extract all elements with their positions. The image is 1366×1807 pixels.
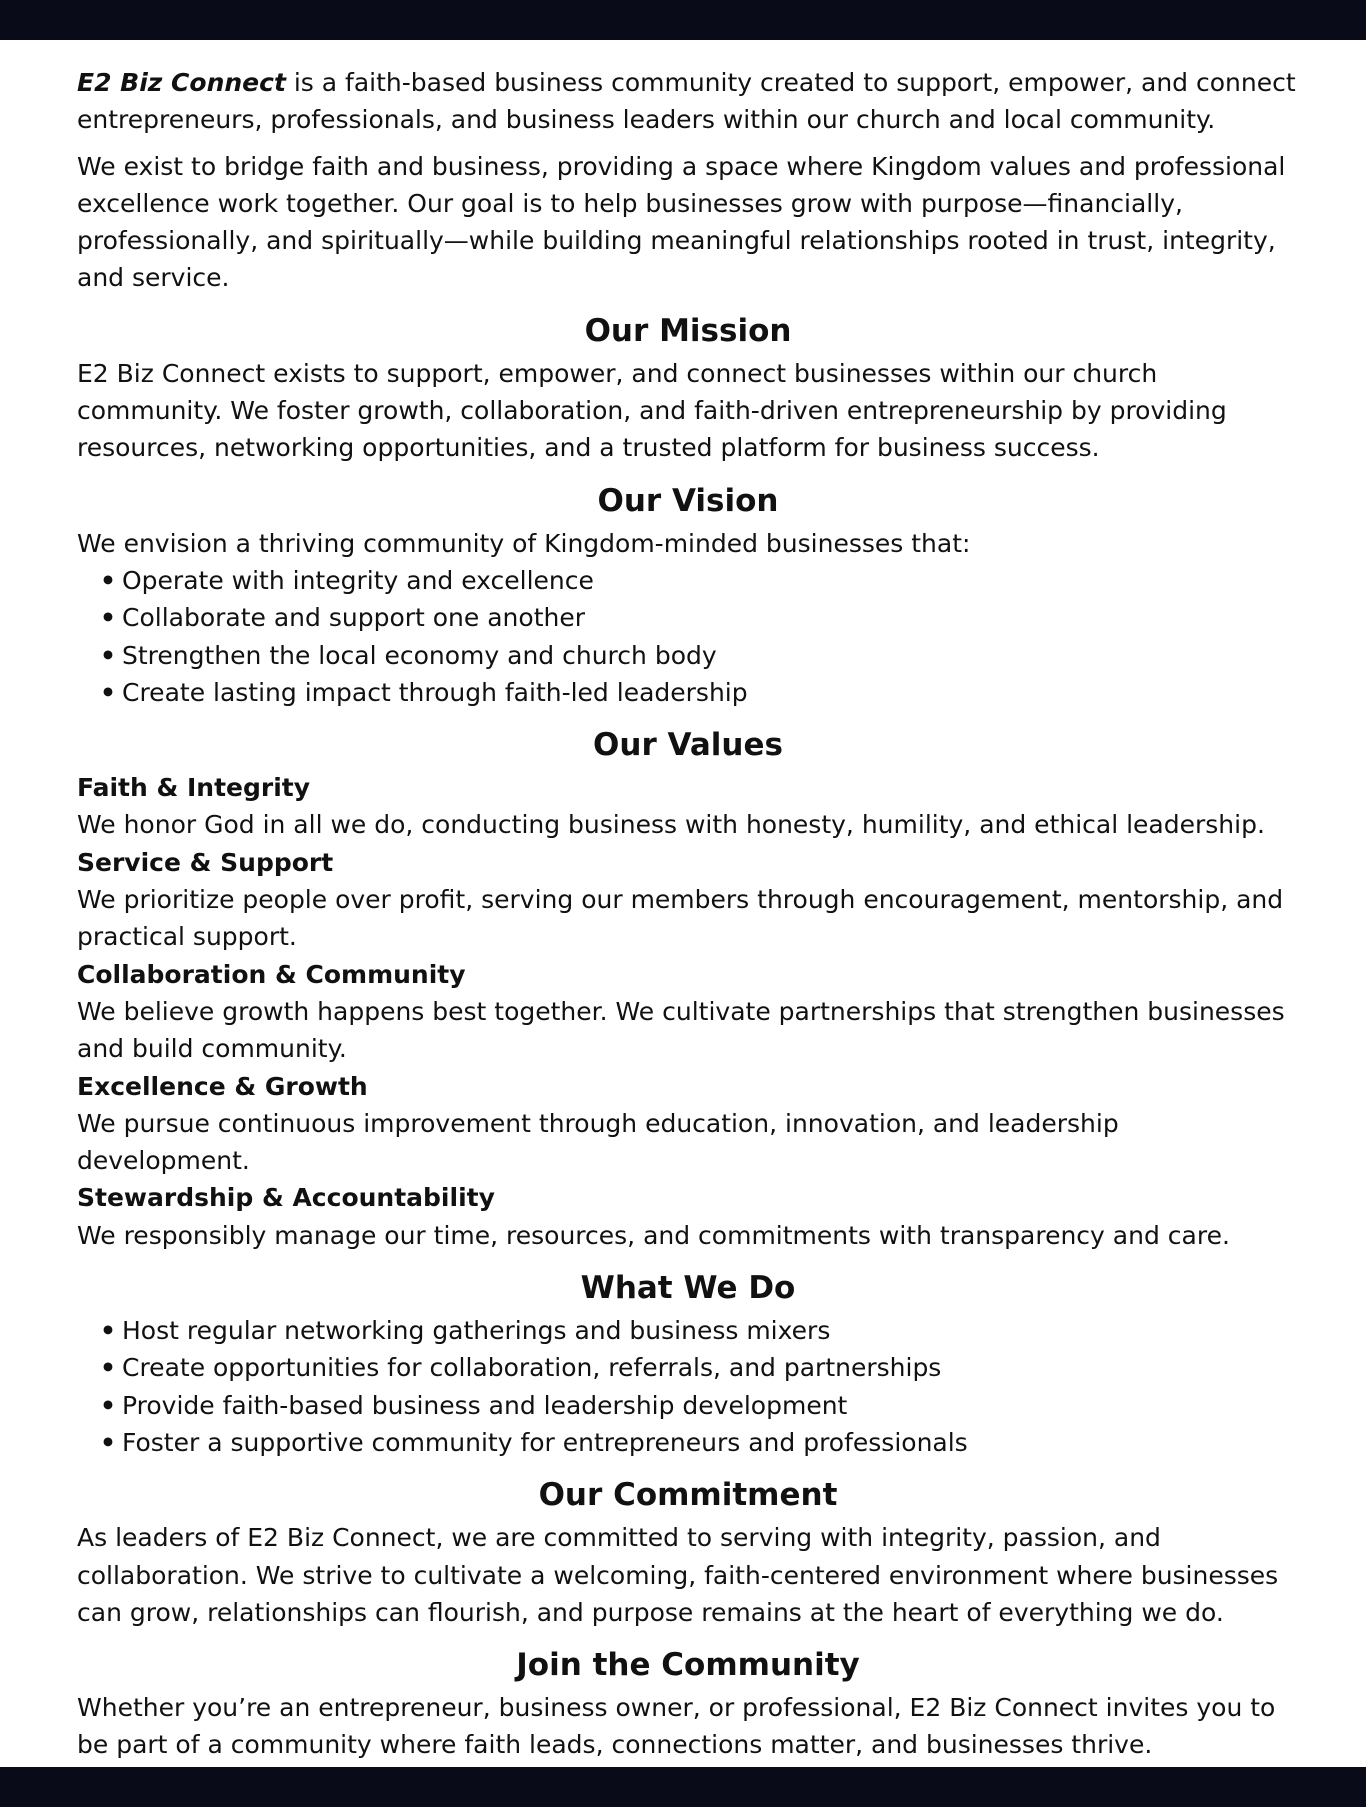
mission-text: E2 Biz Connect exists to support, empower, and connect businesses within our church community. We foster growth, collaboration, and faith-driven entrepreneurship by providing resources, networking opportunities, and a trusted platform for business success.: [77, 358, 1227, 463]
intro-paragraph-2: We exist to bridge faith and business, providing a space where Kingdom values and professional excellence work together. Our goal is to help businesses grow with purpose—financially, professionally, and spiritually—while building meaningful relationships rooted in trust, integrity, and service.: [77, 151, 1286, 293]
what-we-do-list: [77, 1312, 1299, 1461]
list-item: • Foster a supportive community for entrepreneurs and professionals: [122, 1424, 1299, 1461]
list-item: • Collaborate and support one another: [122, 599, 1299, 636]
intro-text-1: is a faith-based business community created to support, empower, and connect entrepreneurs, professionals, and business leaders within our church and local community.: [77, 68, 1296, 135]
value-title: Stewardship & Accountability: [77, 1183, 495, 1213]
value-text: We responsibly manage our time, resources, and commitments with transparency and care.: [77, 1220, 1230, 1250]
list-item: • Host regular networking gatherings and business mixers: [122, 1312, 1299, 1349]
vision-lead: We envision a thriving community of Kingdom-minded businesses that:: [77, 528, 971, 558]
list-item: • Operate with integrity and excellence: [122, 562, 1299, 599]
value-title: Service & Support: [77, 847, 334, 877]
value-title: Collaboration & Community: [77, 959, 466, 989]
value-title: Excellence & Growth: [77, 1071, 368, 1101]
list-item: • Create lasting impact through faith-led leadership: [122, 674, 1299, 711]
value-text: We honor God in all we do, conducting business with honesty, humility, and ethical leadership.: [77, 810, 1265, 840]
value-title: Faith & Integrity: [77, 773, 311, 803]
bottom-bar: [0, 1767, 1366, 1807]
mission-heading: Our Mission: [584, 312, 792, 349]
commitment-heading: Our Commitment: [538, 1477, 838, 1514]
list-item: • Create opportunities for collaboration, referrals, and partnerships: [122, 1349, 1299, 1386]
value-text: We pursue continuous improvement through education, innovation, and leadership development.: [77, 1108, 1119, 1176]
list-item: • Strengthen the local economy and church body: [122, 637, 1299, 674]
values-heading: Our Values: [593, 727, 783, 764]
what-we-do-heading: What We Do: [580, 1270, 796, 1307]
top-bar: [0, 0, 1366, 40]
vision-list: [77, 562, 1299, 711]
document-body: [77, 64, 1299, 1801]
join-heading: Join the Community: [516, 1647, 860, 1684]
brand-name: E2 Biz Connect: [77, 68, 286, 97]
join-text: Whether you’re an entrepreneur, business owner, or professional, E2 Biz Connect invites you to be part of a community where faith leads, connections matter, and businesses thrive.: [77, 1693, 1276, 1760]
vision-heading: Our Vision: [597, 482, 779, 519]
value-text: We prioritize people over profit, serving our members through encouragement, mentorship, and practical support.: [77, 885, 1284, 952]
intro-paragraph-1: [77, 64, 1299, 139]
list-item: • Provide faith-based business and leadership development: [122, 1387, 1299, 1424]
commitment-text: As leaders of E2 Biz Connect, we are committed to serving with integrity, passion, and collaboration. We strive to cultivate a welcoming, faith-centered environment where businesses can grow, relationships can flourish, and purpose remains at the heart of everything we do.: [77, 1523, 1279, 1627]
value-text: We believe growth happens best together. We cultivate partnerships that strengthen businesses and build community.: [77, 996, 1285, 1064]
